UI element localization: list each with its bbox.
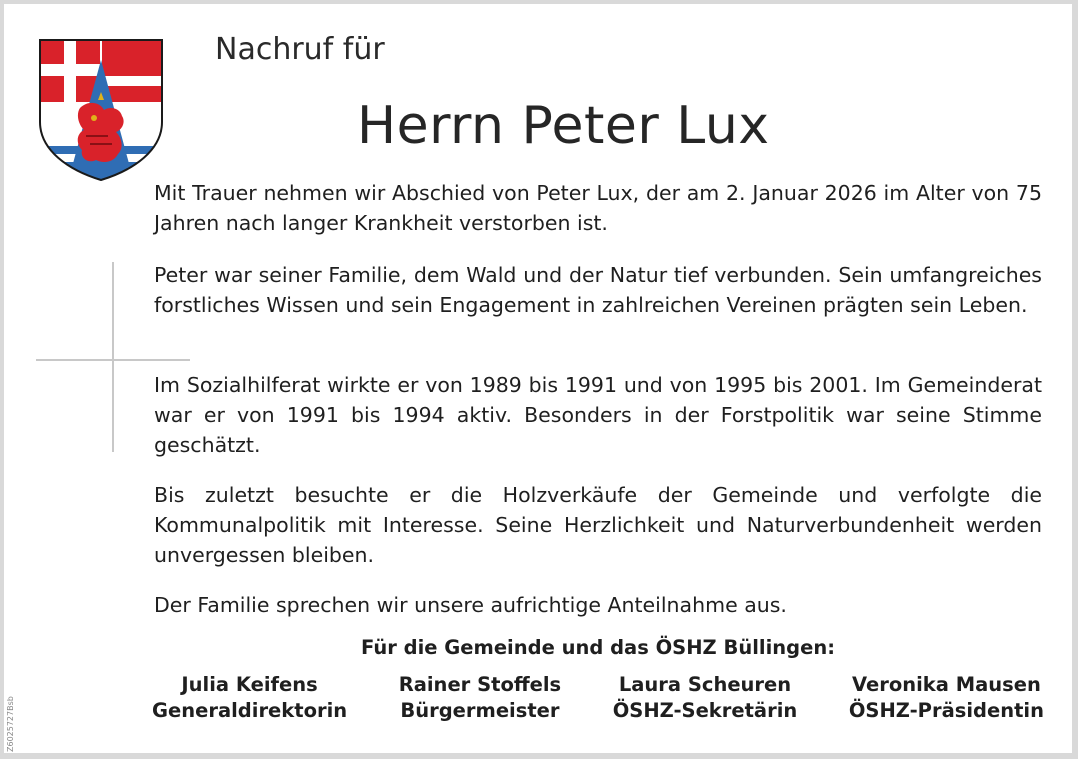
signer-name: Laura Scheuren <box>618 673 792 696</box>
signer-role: Generaldirektorin <box>152 699 348 722</box>
paragraph-2: Peter war seiner Familie, dem Wald und der Natur tief verbunden. Sein umfangreiches forstliches Wissen und sein Engagement in zahlreichen Vereinen prägten sein Leben. <box>154 263 1042 317</box>
signer-role: ÖSHZ-Präsidentin <box>848 699 1044 722</box>
signer <box>849 672 1044 724</box>
cross-vertical-line <box>112 262 114 452</box>
signer <box>613 672 798 724</box>
obituary-subtitle: Nachruf für <box>215 32 385 67</box>
signer <box>399 672 561 724</box>
deceased-name: Herrn Peter Lux <box>357 96 770 156</box>
paragraph-1: Mit Trauer nehmen wir Abschied von Peter Lux, der am 2. Januar 2026 im Alter von 75 Jahren nach langer Krankheit verstorben ist. <box>154 181 1042 235</box>
signer-role: ÖSHZ-Sekretärin <box>612 699 798 722</box>
signer-name: Julia Keifens <box>181 673 318 696</box>
paragraph-3: Im Sozialhilferat wirkte er von 1989 bis 1991 und von 1995 bis 2001. Im Gemeinderat war er von 1991 bis 1994 aktiv. Besonders in der Forstpolitik war seine Stimme geschätzt. <box>154 373 1042 457</box>
signer-name: Veronika Mausen <box>851 673 1041 696</box>
signer-name: Rainer Stoffels <box>398 673 562 696</box>
signers-row <box>152 672 1044 724</box>
obituary-page <box>4 4 1072 753</box>
signature-intro: Für die Gemeinde und das ÖSHZ Büllingen: <box>360 636 836 659</box>
paragraph-5: Der Familie sprechen wir unsere aufrichtige Anteilnahme aus. <box>154 593 787 617</box>
signer-role: Bürgermeister <box>400 699 560 722</box>
paragraph-4: Bis zuletzt besuchte er die Holzverkäufe der Gemeinde und verfolgte die Kommunalpolitik mit Interesse. Seine Herzlichkeit und Naturverbundenheit werden unvergessen bleiben. <box>154 483 1042 567</box>
municipal-crest <box>38 38 164 182</box>
cross-horizontal-line <box>36 359 190 361</box>
ad-code: Z6025727Bsb <box>6 696 15 752</box>
signer <box>152 672 347 724</box>
